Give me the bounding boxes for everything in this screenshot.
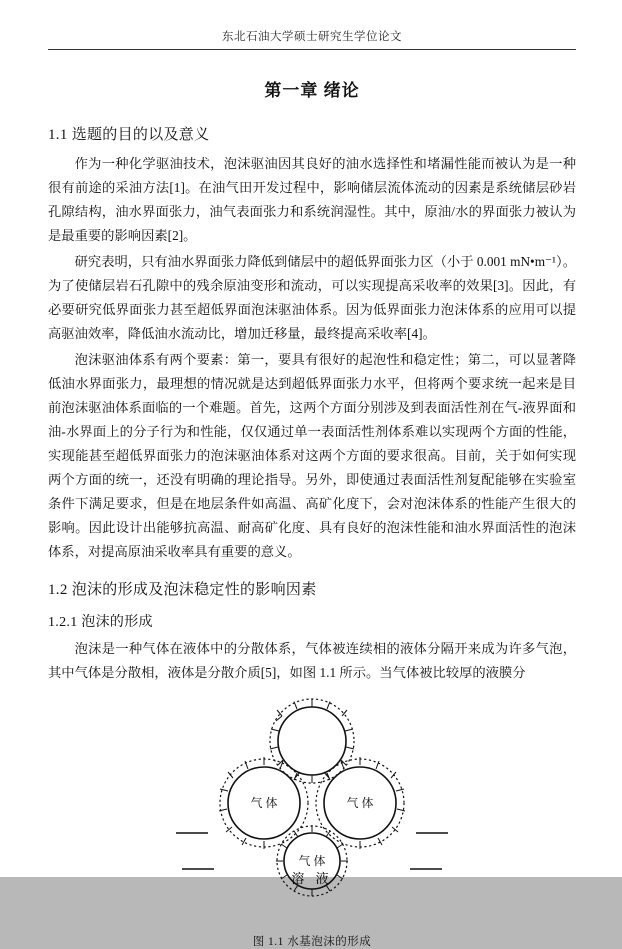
paragraph: 研究表明，只有油水界面张力降低到储层中的超低界面张力区（小于 0.001 mN•m⁻¹）。为了使储层岩石孔隙中的残余原油变形和流动，可以实现提高采收率的效果[3]。因此，有必要研究低界面张力甚至超低界面泡沫驱油体系。因为低界面张力泡沫体系的应用可以提高驱油效率，降低油水流动比，增加迁移量，最终提高采收率[4]。 bbox=[48, 254, 576, 341]
paragraph: 泡沫驱油体系有两个要素：第一，要具有很好的起泡性和稳定性；第二，可以显著降低油水界面张力，最理想的情况就是达到超低界面张力水平，但将两个要求统一起来是目前泡沫驱油体系面临的一个难题。首先，这两个方面分别涉及到表面活性剂在气-液界面和油-水界面上的分子行为和性能，仅仅通过单一表面活性剂体系难以实现两个方面的性能，实现能甚至超低界面张力的泡沫驱油体系对这两个方面的要求很高。目前，关于如何实现两个方面的统一，还没有明确的理论指导。另外，即使通过表面活性剂复配能够在实验室条件下满足要求，但是在地层条件如高温、高矿化度下，会对泡沫体系的性能产生很大的影响。因此设计出能够抗高温、耐高矿化度、具有良好的泡沫性能和油水界面活性的泡沫体系，对提高原油采收率具有重要的意义。 bbox=[48, 352, 576, 559]
bubble-right bbox=[316, 757, 405, 849]
running-header: 东北石油大学硕士研究生学位论文 bbox=[222, 31, 402, 43]
paragraph: 泡沫是一种气体在液体中的分散体系，气体被连续相的液体分隔开来成为许多气泡，其中气体是分散相，液体是分散介质[5]，如图 1.1 所示。当气体被比较厚的液膜分 bbox=[48, 641, 576, 680]
header-rule bbox=[48, 49, 576, 50]
figure-foam-formation bbox=[48, 699, 576, 909]
gas-label: 气 体 bbox=[298, 854, 326, 868]
gas-label: 气 体 bbox=[346, 796, 374, 810]
chapter-title: 第一章 绪论 bbox=[264, 81, 360, 100]
liquid-label-text: 溶 液 bbox=[291, 871, 333, 886]
section-heading-1-2: 1.2 泡沫的形成及泡沫稳定性的影响因素 bbox=[48, 582, 317, 598]
page-content bbox=[48, 28, 576, 949]
bubble-left bbox=[219, 757, 308, 849]
bubble-top bbox=[270, 699, 354, 783]
gas-label: 气 体 bbox=[250, 796, 278, 810]
figure-caption: 图 1.1 水基泡沫的形成 bbox=[252, 936, 372, 948]
section-heading-1-2-1: 1.2.1 泡沫的形成 bbox=[48, 615, 153, 630]
paragraph: 作为一种化学驱油技术，泡沫驱油因其良好的油水选择性和堵漏性能而被认为是一种很有前途的采油方法[1]。在油气田开发过程中，影响储层流体流动的因素是系统储层砂岩孔隙结构，油水界面张力，油气表面张力和系统润湿性。其中，原油/水的界面张力被认为是最重要的影响因素[2]。 bbox=[48, 156, 576, 243]
section-heading-1-1: 1.1 选题的目的以及意义 bbox=[48, 127, 210, 143]
